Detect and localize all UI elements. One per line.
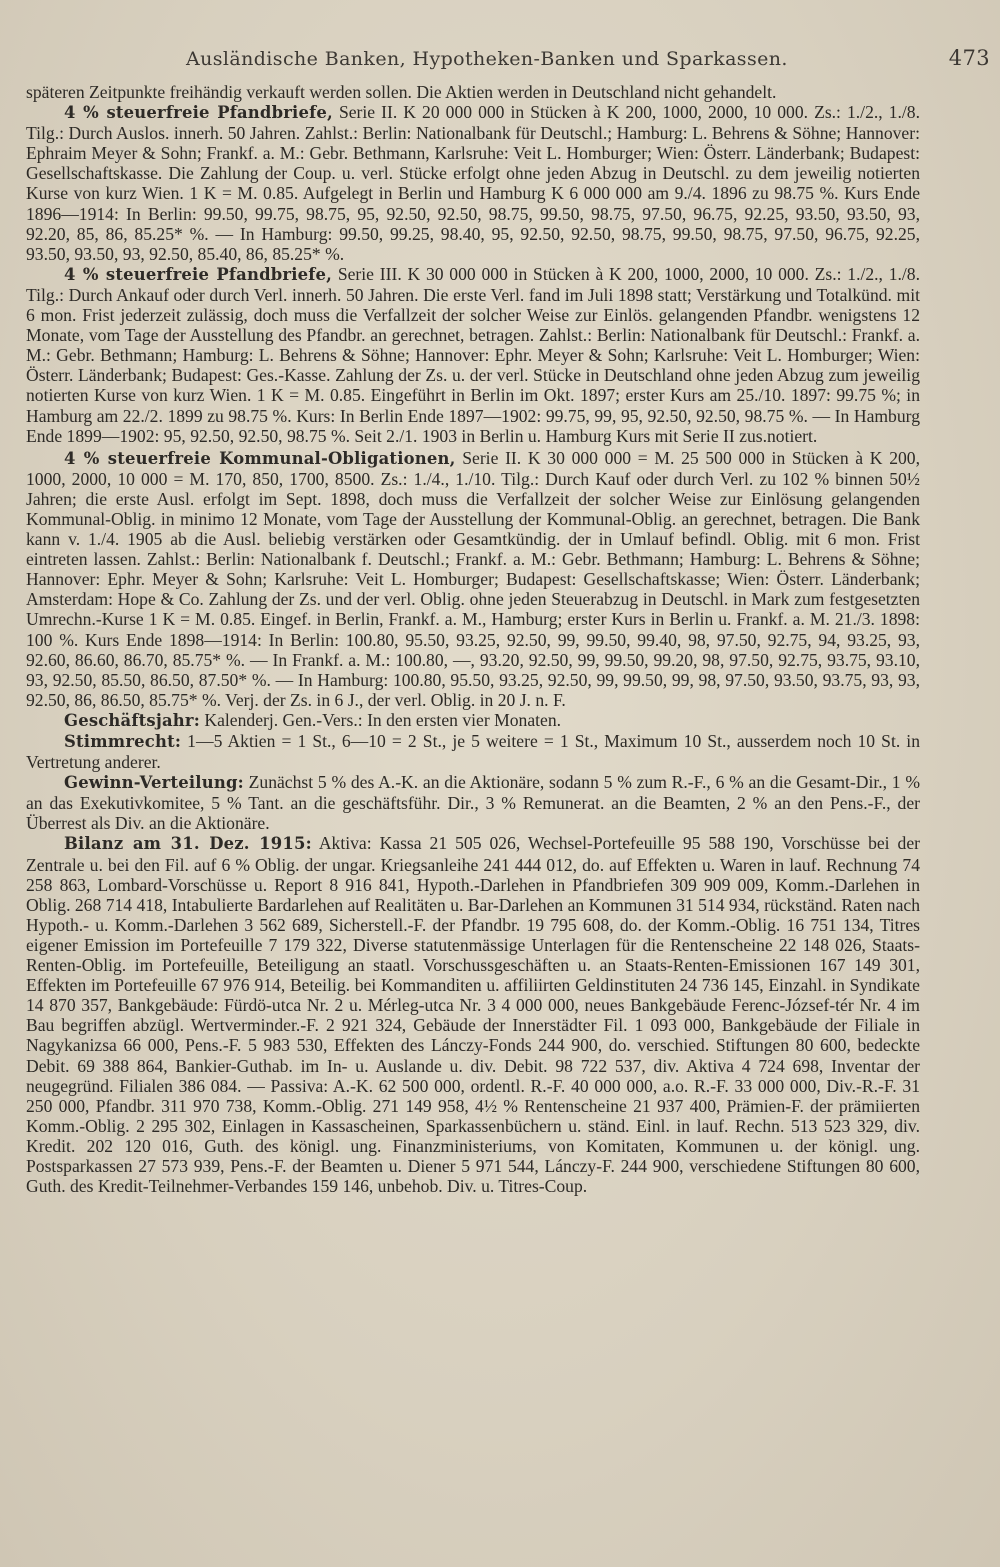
section-heading: Geschäftsjahr: — [64, 710, 200, 730]
paragraph-text: Kalenderj. Gen.-Vers.: In den ersten vier Monaten. — [199, 709, 562, 730]
paragraph-stimmrecht — [26, 731, 920, 772]
section-heading: Stimmrecht: — [64, 732, 182, 751]
section-heading: 4 % steuerfreie Pfandbriefe, — [64, 264, 333, 284]
paragraph-text: Zunächst 5 % des A.-K. an die Aktionäre, sodann 5 % zum R.-F., 6 % an die Gesamt-Dir., 1 % an das Exekutivkomitee, 5 % Tant. an die geschäftsführ. Dir., 3 % Remunerat. an die Beamten, 2 % an den Pens.-F., der Überrest als Div. an die Aktionäre. — [26, 772, 920, 834]
paragraph-kommunal-obligationen — [26, 448, 920, 710]
page-number: 473 — [948, 46, 990, 70]
paragraph-text: 1—5 Aktien = 1 St., 6—10 = 2 St., je 5 weitere = 1 St., Maximum 10 St., ausserdem noch 10 St. in Vertretung anderer. — [26, 731, 920, 773]
running-head-title: Ausländische Banken, Hypotheken-Banken und Sparkassen. — [186, 48, 788, 70]
running-head — [186, 46, 990, 70]
paragraph-pfandbriefe-serie-ii — [26, 102, 920, 264]
paragraph-geschaeftsjahr — [26, 710, 920, 731]
paragraph-text: Serie II. K 20 000 000 in Stücken à K 200, 1000, 2000, 10 000. Zs.: 1./2., 1./8. Tilg.: Durch Auslos. innerh. 50 Jahren. Zahlst.: Berlin: Nationalbank für Deutschl.; Hamburg: L. Behrens & Söhne; Hannover: Ephraim Meyer & Sohn; Frankf. a. M.: Gebr. Bethmann, Karlsruhe: Veit L. Homburger; Wien: Österr. Länderbank; Budapest: Gesellschaftskasse. Die Zahlung der Coup. u. verl. Stücke erfolgt ohne jeden Abzug in Deutschl. zu dem jeweilig notierten Kurse von kurz Wien. 1 K = M. 0.85. Aufgelegt in Berlin und Hamburg K 6 000 000 am 9./4. 1896 zu 98.75 %. Kurs Ende 1896—1914: In Berlin: 99.50, 99.75, 98.75, 95, 92.50, 92.50, 98.75, 99.50, 98.75, 97.50, 96.75, 92.25, 93.50, 93.50, 93, 92.20, 85, 86, 85.25* %. — In Hamburg: 99.50, 99.25, 98.40, 95, 92.50, 92.50, 98.75, 99.50, 98.75, 97.50, 96.75, 92.25, 93.50, 93.50, 93, 92.50, 85.40, 86, 85.25* %. — [26, 102, 920, 264]
paragraph-continuation — [26, 82, 920, 102]
section-heading: 4 % steuerfreie Kommunal-Obligationen, — [64, 448, 456, 468]
paragraph-bilanz — [26, 833, 920, 1196]
body-text — [26, 82, 920, 1196]
paragraph-text: späteren Zeitpunkte freihändig verkauft werden sollen. Die Aktien werden in Deutschland nicht gehandelt. — [26, 82, 777, 102]
paragraph-text: Aktiva: Kassa 21 505 026, Wechsel-Portefeuille 95 588 190, Vorschüsse bei der Zentrale u. bei den Fil. auf 6 % Oblig. der ungar. Kriegsanleihe 241 444 012, do. auf Effekten u. Waren in lauf. Rechnung 74 258 863, Lombard-Vorschüsse u. Report 8 916 841, Hypoth.-Darlehen in Pfandbriefen 309 909 009, Komm.-Darlehen in Oblig. 268 714 418, Intabulierte Bardarlehen auf Realitäten u. Bar-Darlehen an Kommunen 31 514 934, rückständ. Raten nach Hypoth.- u. Komm.-Darlehen 3 562 689, Sicherstell.-F. der Pfandbr. 19 795 608, do. der Komm.-Oblig. 16 751 134, Titres eigener Emission im Portefeuille 7 179 322, Diverse statutenmässige Unterlagen für die Rentenscheine 22 148 026, Staats-Renten-Oblig. im Portefeuille, Beteiligung an staatl. Vorschussgeschäften u. an Staats-Renten-Emissionen 167 149 301, Effekten im Portefeuille 67 976 914, Beteilig. bei Kommanditen u. affiliirten Geldinstituten 24 736 145, Einzahl. in Syndikate 14 870 357, Bankgebäude: Fürdö-utca Nr. 2 u. Mérleg-utca Nr. 3 4 000 000, neues Bankgebäude Ferenc-József-tér Nr. 4 im Bau begriffen abzügl. Wertverminder.-F. 2 921 324, Gebäude der Innerstädter Fil. 1 093 000, Bankgebäude der Filiale in Nagykanizsa 66 000, Pens.-F. 5 983 530, Effekten des Lánczy-Fonds 244 900, do. verschied. Stiftungen 80 600, bedeckte Debit. 69 388 864, Bankier-Guthab. im In- u. Auslande u. div. Debit. 98 722 537, div. Aktiva 4 724 698, Inventar der neugegründ. Filialen 386 084. — Passiva: A.-K. 62 500 000, ordentl. R.-F. 40 000 000, a.o. R.-F. 33 000 000, Div.-R.-F. 31 250 000, Pfandbr. 311 970 738, Komm.-Oblig. 271 149 958, 4½ % Rentenscheine 21 937 400, Prämien-F. der prämiierten Komm.-Oblig. 2 295 302, Einlagen in Kassascheinen, Sparkassenbüchern u. ständ. Einl. in lauf. Rechn. 513 523 329, div. Kredit. 202 120 016, Guth. des königl. ung. Finanzministeriums, von Komitaten, Kommunen u. der königl. ung. Postsparkassen 27 573 939, Pens.-F. der Beamten u. Diener 5 971 544, Lánczy-F. 244 900, verschiedene Stiftungen 80 600, Guth. des Kredit-Teilnehmer-Verbandes 159 146, unbehob. Div. u. Titres-Coup. — [26, 833, 920, 1197]
section-heading: Gewinn-Verteilung: — [64, 773, 244, 793]
section-heading: Bilanz am 31. Dez. 1915: — [64, 834, 312, 854]
paragraph-text: Serie II. K 30 000 000 = M. 25 500 000 in Stücken à K 200, 1000, 2000, 10 000 = M. 170, 850, 1700, 8500. Zs.: 1./4., 1./10. Tilg.: Durch Kauf oder durch Verl. zu 102 % binnen 50½ Jahren; die erste Ausl. erfolgt im Sept. 1898, doch muss die Verfallzeit der solcher Weise zur Einlösung gelangenden Kommunal-Oblig. in minimo 12 Monate, vom Tage der Ausstellung der Kommunal-Oblig. an gerechnet, betragen. Die Bank kann v. 1./4. 1905 ab die Ausl. beliebig verstärken oder Gesamtkündig. der in Umlauf befindl. Oblig. mit 6 mon. Frist eintreten lassen. Zahlst.: Berlin: Nationalbank f. Deutschl.; Frankf. a. M.: Gebr. Bethmann; Hamburg: L. Behrens & Söhne; Hannover: Ephr. Meyer & Sohn; Karlsruhe: Veit L. Homburger; Budapest: Gesellschaftskasse; Wien: Österr. Länderbank; Amsterdam: Hope & Co. Zahlung der Zs. und der verl. Oblig. ohne jeden Steuerabzug in Deutschl. in Mark zum festgesetzten Umrechn.-Kurse 1 K = M. 0.85. Eingef. in Berlin, Frankf. a. M., Hamburg; erster Kurs in Berlin u. Frankf. a. M. 21./3. 1898: 100 %. Kurs Ende 1898—1914: In Berlin: 100.80, 95.50, 93.25, 92.50, 99, 99.50, 99.40, 98, 97.50, 92.75, 94, 93.25, 93, 92.60, 86.60, 86.70, 85.75* %. — In Frankf. a. M.: 100.80, —, 93.20, 92.50, 99, 99.50, 99.20, 98, 97.50, 92.75, 93.75, 93.10, 93, 92.50, 85.50, 86.50, 87.50* %. — In Hamburg: 100.80, 95.50, 93.25, 92.50, 99, 99.50, 99, 98, 97.50, 93.50, 93.75, 93, 93, 92.50, 86, 86.50, 85.75* %. Verj. der Zs. in 6 J., der verl. Oblig. in 20 J. n. F. — [26, 447, 920, 710]
paragraph-gewinn-verteilung — [26, 772, 920, 833]
section-heading: 4 % steuerfreie Pfandbriefe, — [64, 103, 333, 123]
paragraph-text: Serie III. K 30 000 000 in Stücken à K 200, 1000, 2000, 10 000. Zs.: 1./2., 1./8. Tilg.: Durch Ankauf oder durch Verl. innerh. 50 Jahren. Die erste Verl. fand im Juli 1898 statt; Verstärkung und Totalkünd. mit 6 mon. Frist jederzeit zulässig, doch muss die Verfallzeit der solcher Weise zur Einlös. gelangenden Pfandbr. wenigstens 12 Monate, vom Tage der Ausstellung des Pfandbr. an gerechnet, betragen. Zahlst.: Berlin: Nationalbank für Deutschl.: Frankf. a. M.: Gebr. Bethmann; Hamburg: L. Behrens & Söhne; Hannover: Ephr. Meyer & Sohn; Karlsruhe: Veit L. Homburger; Wien: Österr. Länderbank; Budapest: Ges.-Kasse. Zahlung der Zs. u. der verl. Stücke in Deutschland ohne jeden Abzug zum jeweilig notierten Kurse von kurz Wien. 1 K = M. 0.85. Eingeführt in Berlin im Okt. 1897; erster Kurs am 25./10. 1897: 99.75 %; in Hamburg am 22./2. 1899 zu 98.75 %. Kurs: In Berlin Ende 1897—1902: 99.75, 99, 95, 92.50, 92.50, 98.75 %. — In Hamburg Ende 1899—1902: 95, 92.50, 92.50, 98.75 %. Seit 2./1. 1903 in Berlin u. Hamburg Kurs mit Serie II zus.notiert. — [26, 263, 920, 446]
paragraph-pfandbriefe-serie-iii — [26, 264, 920, 446]
